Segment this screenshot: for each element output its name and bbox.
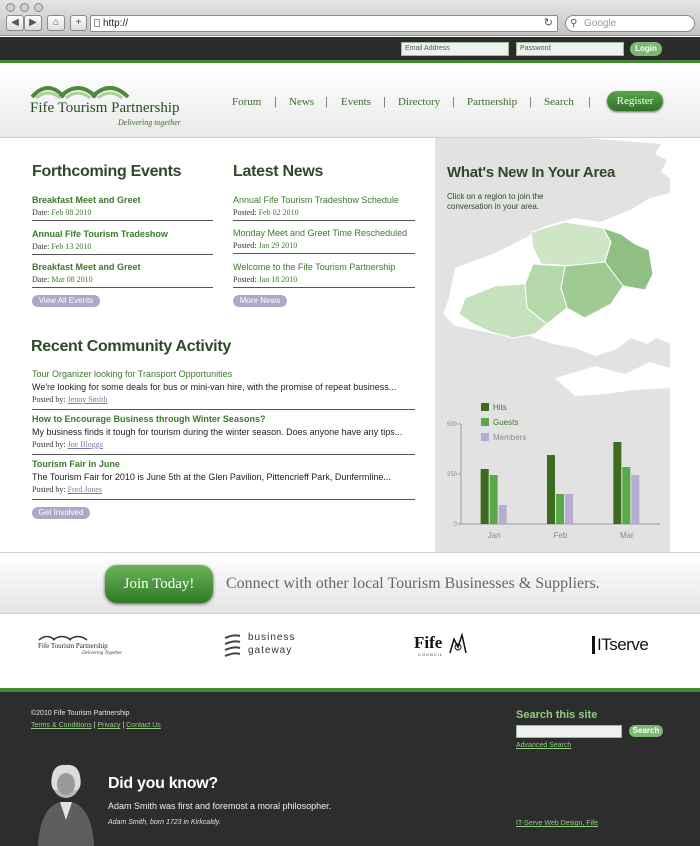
date-label: Date: (32, 275, 50, 284)
legend-label: Hits (493, 403, 507, 412)
minimize-window-icon[interactable] (20, 3, 29, 12)
ftp-arcs-icon (38, 632, 88, 641)
terms-link[interactable]: Terms & Conditions (31, 722, 92, 729)
activity-item[interactable] (32, 369, 415, 410)
event-item[interactable] (32, 195, 213, 221)
get-involved-button[interactable]: Get Involved (32, 507, 90, 519)
url-text: http:// (103, 18, 129, 29)
contact-link[interactable]: Contact Us (126, 722, 161, 729)
register-button[interactable]: Register (607, 91, 663, 111)
posted-label: Posted: (233, 208, 257, 217)
did-you-know-title: Did you know? (108, 775, 218, 792)
nav-events[interactable]: Events (341, 96, 371, 108)
author-link[interactable]: Jenny Smith (67, 395, 108, 404)
y-tick-label: 0 (453, 522, 457, 528)
forward-button[interactable]: ▶ (24, 15, 42, 31)
advanced-search-link[interactable]: Advanced Search (516, 742, 572, 749)
itserve-name: ITserve (597, 635, 649, 654)
news-item[interactable] (233, 262, 415, 288)
bar-members (631, 475, 639, 524)
partner-itserve-logo[interactable] (592, 634, 652, 660)
date-label: Date: (32, 242, 50, 251)
activity-title[interactable]: How to Encourage Business through Winter Seasons? (32, 414, 266, 424)
password-field[interactable]: Password (516, 42, 624, 56)
event-title[interactable]: Breakfast Meet and Greet (32, 195, 141, 205)
reload-icon[interactable]: ↻ (543, 17, 553, 29)
date-label: Date: (32, 208, 50, 217)
login-button[interactable]: Login (630, 42, 662, 56)
bg-line2: gateway (248, 645, 293, 656)
search-icon: ⚲ (570, 18, 578, 29)
home-button[interactable]: ⌂ (47, 15, 65, 31)
ftp-partner-name: Fife Tourism Partnership (38, 642, 108, 650)
partner-ftp-logo[interactable] (38, 632, 138, 662)
area-subtitle: Click on a region to join the conversation in your area. (447, 192, 544, 211)
email-field[interactable]: Email Address (401, 42, 509, 56)
coast-strip (555, 362, 670, 396)
news-item[interactable] (233, 195, 415, 221)
stats-bar-chart (435, 393, 670, 552)
event-title[interactable]: Breakfast Meet and Greet (32, 262, 141, 272)
y-tick-label: 250 (446, 472, 457, 478)
nav-news[interactable]: News (289, 96, 315, 108)
nav-separator: | (588, 96, 591, 108)
posted-by-label: Posted by: (32, 485, 66, 494)
footer-search-button[interactable]: Search (629, 725, 663, 737)
browser-chrome (0, 0, 700, 36)
ftp-partner-tagline: Delivering Together (82, 651, 123, 656)
privacy-link[interactable]: Privacy (97, 722, 121, 729)
news-heading: Latest News (233, 163, 324, 180)
event-title[interactable]: Annual Fife Tourism Tradeshow (32, 229, 168, 239)
activity-title[interactable]: Tour Organizer looking for Transport Opportunities (32, 369, 233, 379)
bar-guests (556, 494, 564, 524)
view-all-events-button[interactable]: View All Events (32, 295, 100, 307)
back-button[interactable]: ◀ (6, 15, 24, 31)
page-icon (94, 19, 100, 27)
news-item[interactable] (233, 228, 415, 254)
close-window-icon[interactable] (6, 3, 15, 12)
area-title: What's New In Your Area (447, 164, 616, 181)
news-date: Feb 02 2010 (258, 208, 299, 217)
news-date: Jan 18 2010 (258, 275, 298, 284)
footer-separator: | (122, 722, 125, 729)
activity-title[interactable]: Tourism Fair in June (32, 459, 120, 469)
footer-separator: | (93, 722, 96, 729)
event-item[interactable] (32, 262, 213, 288)
zoom-window-icon[interactable] (34, 3, 43, 12)
nav-forum[interactable]: Forum (232, 96, 262, 108)
logo-arcs-icon[interactable] (30, 77, 130, 99)
join-tagline: Connect with other local Tourism Businesses & Suppliers. (226, 575, 600, 592)
nav-separator: | (274, 96, 277, 108)
news-title[interactable]: Monday Meet and Greet Time Rescheduled (233, 228, 408, 238)
join-banner (0, 552, 700, 614)
bar-hits (613, 442, 621, 524)
y-tick-label: 500 (446, 422, 457, 428)
nav-separator: | (452, 96, 455, 108)
legend-swatch (481, 433, 489, 441)
url-field[interactable] (90, 15, 558, 32)
map-region-northwest[interactable] (531, 222, 611, 266)
partner-business-gateway-logo[interactable] (222, 630, 302, 660)
more-news-button[interactable]: More News (233, 295, 287, 307)
posted-by-label: Posted by: (32, 440, 66, 449)
x-tick-label: Feb (553, 531, 568, 540)
bar-hits (481, 469, 489, 524)
nav-directory[interactable]: Directory (398, 96, 441, 108)
login-bar (0, 37, 700, 63)
bar-guests (490, 475, 498, 524)
posted-by-label: Posted by: (32, 395, 66, 404)
nav-partnership[interactable]: Partnership (467, 96, 518, 108)
logo-name[interactable]: Fife Tourism Partnership (30, 100, 180, 116)
legend-swatch (481, 403, 489, 411)
footer-search-title: Search this site (516, 709, 598, 721)
nav-separator: | (383, 96, 386, 108)
activity-item[interactable] (32, 459, 415, 500)
did-you-know-body: Adam Smith was first and foremost a moral philosopher. (108, 801, 332, 811)
legend-label: Members (493, 433, 527, 442)
activity-body: We're looking for some deals for bus or mini-van hire, with the promise of repeat business... (32, 382, 397, 392)
nav-separator: | (529, 96, 532, 108)
activity-body: The Tourism Fair for 2010 is June 5th at the Glen Pavilion, Pittencrieff Park, Dunfermline... (32, 472, 391, 482)
logo-tagline: Delivering together (118, 118, 181, 127)
bg-line1: business (248, 632, 296, 643)
news-date: Jan 29 2010 (258, 241, 298, 250)
nav-search[interactable]: Search (544, 96, 574, 108)
itserve-bar-icon (592, 636, 595, 654)
browser-search-placeholder: Google (584, 18, 617, 29)
event-item[interactable] (32, 229, 213, 255)
activity-item[interactable] (32, 414, 415, 455)
gateway-swoosh-icon (222, 632, 242, 658)
bar-guests (622, 467, 630, 524)
join-today-button[interactable]: Join Today! (105, 565, 213, 603)
event-date: Feb 13 2010 (51, 242, 92, 251)
x-tick-label: Jan (487, 531, 501, 540)
community-heading: Recent Community Activity (31, 338, 231, 355)
add-bookmark-button[interactable]: + (70, 15, 87, 31)
bar-members (565, 494, 573, 524)
author-link[interactable]: Fred Jones (67, 485, 103, 494)
area-panel (435, 138, 670, 552)
news-title[interactable]: Annual Fife Tourism Tradeshow Schedule (233, 195, 399, 205)
adam-smith-portrait-icon (34, 762, 98, 846)
events-heading: Forthcoming Events (32, 163, 182, 180)
site-header (0, 66, 700, 138)
event-date: Mar 08 2010 (51, 275, 93, 284)
author-link[interactable]: Joe Bloggs (67, 440, 103, 449)
posted-label: Posted: (233, 275, 257, 284)
fife-council-crest-icon (448, 633, 468, 655)
copyright: ©2010 Fife Tourism Partnership (31, 710, 130, 717)
posted-label: Posted: (233, 241, 257, 250)
event-date: Feb 08 2010 (51, 208, 92, 217)
fife-council-sub: COUNCIL (418, 652, 444, 657)
x-tick-label: Mar (619, 531, 634, 540)
footer-search-input[interactable] (516, 725, 622, 738)
partner-fife-council-logo[interactable] (414, 633, 472, 661)
legend-swatch (481, 418, 489, 426)
bar-hits (547, 455, 555, 524)
activity-body: My business finds it tough for tourism during the winter season. Does anyone have any tips... (32, 427, 403, 437)
fife-council-name: Fife (414, 633, 443, 652)
news-title[interactable]: Welcome to the Fife Tourism Partnership (233, 262, 396, 272)
credit-link[interactable]: IT-Serve Web Design, Fife (516, 820, 598, 827)
bar-members (499, 505, 507, 524)
nav-separator: | (325, 96, 328, 108)
site-footer (0, 688, 700, 846)
legend-label: Guests (493, 418, 519, 427)
browser-search-field[interactable] (565, 15, 695, 32)
did-you-know-caption: Adam Smith, born 1723 in Kirkcaldy. (108, 819, 221, 826)
